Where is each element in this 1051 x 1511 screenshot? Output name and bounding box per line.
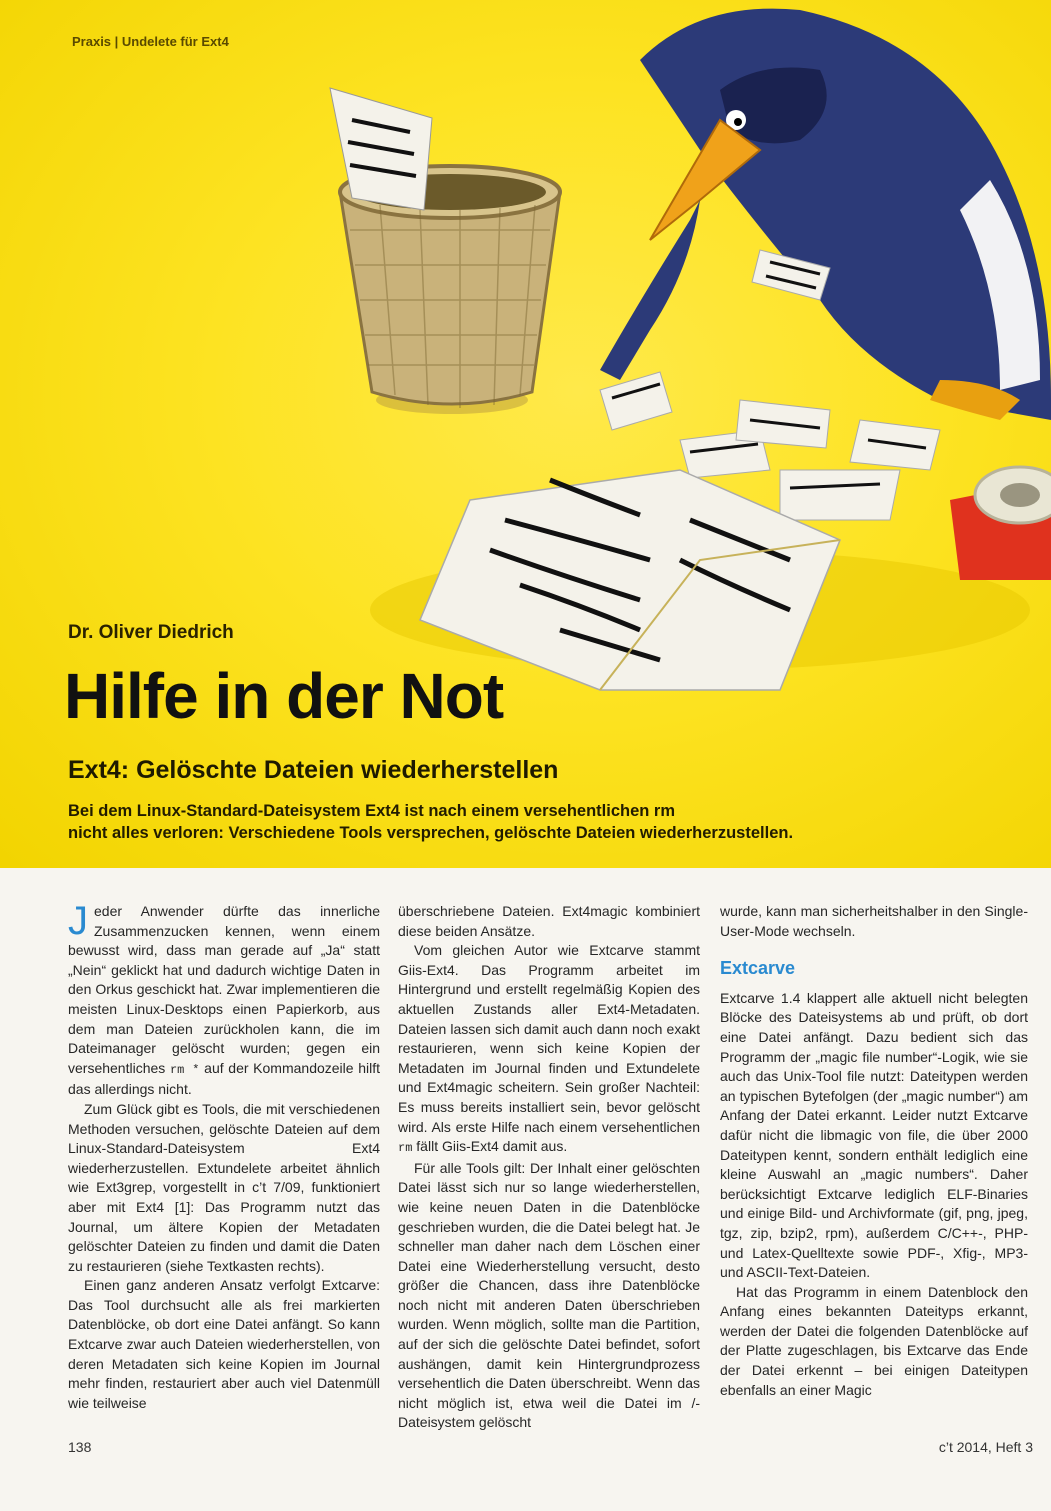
body-column-1 [68,899,380,1413]
inline-code: rm [398,1141,413,1156]
paragraph: Zum Glück gibt es Tools, die mit verschiedenen Methoden versuchen, gelöschte Dateien auf dem Linux-Standard-Dateisystem Ext4 wiederherzustellen. Extundelete arbeitet ähnlich wie Ext3grep, vorgestellt in c’t 7/09, funktioniert aber mit Ext4 [1]: Das Programm nutzt das Journal, um ältere Kopien der Metadaten gelöschter Dateien zu finden und damit die Daten zu restaurieren (siehe Textkasten rechts). [68,1100,380,1274]
paragraph: überschriebene Dateien. Ext4magic kombiniert diese beiden Ansätze. [398,903,700,939]
paragraph-text: eder Anwender dürfte das innerliche Zusammenzucken kennen, wenn einem bewusst wird, dass man gerade auf „Ja“ statt „Nein“ geklickt hat und dadurch wichtige Daten in den Orkus geschickt hat. Zwar implementieren die meisten Linux-Desktops einen Papierkorb, aus dem man Dateien zurückholen kann, die im Dateimanager gelöscht wurden; gegen ein versehentliches [68,903,380,1076]
author-byline: Dr. Oliver Diedrich [68,622,234,643]
sidebar-heading: Extcarve [720,958,796,979]
drop-cap: J [68,899,88,943]
body-column-2 [398,902,700,1433]
body-column-3 [720,902,1028,1400]
issue-label: c’t 2014, Heft 3 [938,1439,1033,1455]
paragraph: wurde, kann man sicherheitshalber in den Single-User-Mode wechseln. [720,903,1028,939]
tape-dispenser-illustration [950,467,1051,580]
teaser-line: Bei dem Linux-Standard-Dateisystem Ext4 ist nach einem versehentlichen rm [68,802,676,820]
paragraph: Für alle Tools gilt: Der Inhalt einer gelöschten Datei lässt sich nur so lange wiederherstellen, wie keine neuen Daten in die Datenblöcke geschrieben wurden, die die Datei belegt hat. Je schneller man daher nach dem Löschen einer Datei eine Wiederherstellung versucht, desto größer die Chancen, dass ihre Datenblöcke noch nicht mit anderen Daten überschrieben wurden. Wenn möglich, sollte man die Partition, auf der sich die gelöschte Datei befindet, sofort aushängen, damit kein Hintergrundprozess versehentlich die Daten überschreibt. Wenn das nicht möglich ist, etwa weil die Datei im /-Dateisystem gelöscht [398,1159,700,1431]
section-label: Praxis | Undelete für Ext4 [72,34,229,49]
teaser-line: nicht alles verloren: Verschiedene Tools versprechen, gelöschte Dateien wiederherzustellen. [68,823,794,842]
article-headline: Hilfe in der Not [64,660,504,732]
article-teaser [68,801,848,845]
paragraph-text: fällt Giis-Ext4 damit aus. [412,1138,568,1155]
page-number: 138 [68,1439,92,1455]
paragraph: Einen ganz anderen Ansatz verfolgt Extcarve: Das Tool durchsucht alle als frei markierten Datenblöcke, ob dort eine Datei anfängt. So kann Extcarve zwar auch Dateien wiederherstellen, von deren Metadaten sich keine Kopien im Journal mehr finden, restauriert aber auch viel Datenmüll wie teilweise [68,1277,380,1411]
inline-code: rm * [169,1062,200,1077]
wastebasket-illustration [330,88,560,414]
paragraph-text: auf der Kommandozeile hilft das allerdings nicht. [68,1059,380,1098]
article-subhead: Ext4: Gelöschte Dateien wiederherstellen [68,756,559,784]
paragraph [68,899,380,1100]
paragraph [398,941,700,1159]
paragraph-text: Vom gleichen Autor wie Extcarve stammt Giis-Ext4. Das Programm arbeitet im Hintergrund und erstellt regelmäßig Kopien des aktuellen Zustands aller Ext4-Metadaten. Dateien lassen sich damit auch dann noch exakt restaurieren, wenn sich keine Kopien der Metadaten im Journal finden und Extundelete und Ext4magic scheitern. Sein großer Nachteil: Es muss bereits installiert sein, bevor gelöscht wird. Als erste Hilfe nach einem versehentlichen [398,942,700,1135]
paragraph: Hat das Programm in einem Datenblock den Anfang eines bekannten Dateityps erkannt, werden der Datei die folgenden Datenblöcke auf der Platte zugeschlagen, bis Extcarve das Ende der Datei erkennt – bei einigen Dateitypen ebenfalls an einer Magic [720,1283,1028,1398]
penguin-illustration [600,9,1051,420]
paragraph: Extcarve 1.4 klappert alle aktuell nicht belegten Blöcke des Dateisystems ab und prüft, ob dort eine Datei anfängt. Dazu bedient sich das Programm der „magic file number“-Logik, wie sie auch das Unix-Tool file nutzt: Dateitypen werden an typischen Bytefolgen (der „magic number“) am Anfang der Datei erkannt. Leider nutzt Extcarve dafür nicht die libmagic von file, die über 2000 Dateitypen kennt, sondern enthält lediglich eine kleine Auswahl an „magic numbers“. Daher berücksichtigt Extcarve lediglich ELF-Binaries und einige Bild- und Archivformate (gif, png, jpeg, tgz, zip, bzip2, rpm), außerdem C/C++-, PHP- und Latex-Quelltexte sowie PDF-, Xfig-, MP3- und ASCII-Text-Dateien. [720,989,1028,1281]
